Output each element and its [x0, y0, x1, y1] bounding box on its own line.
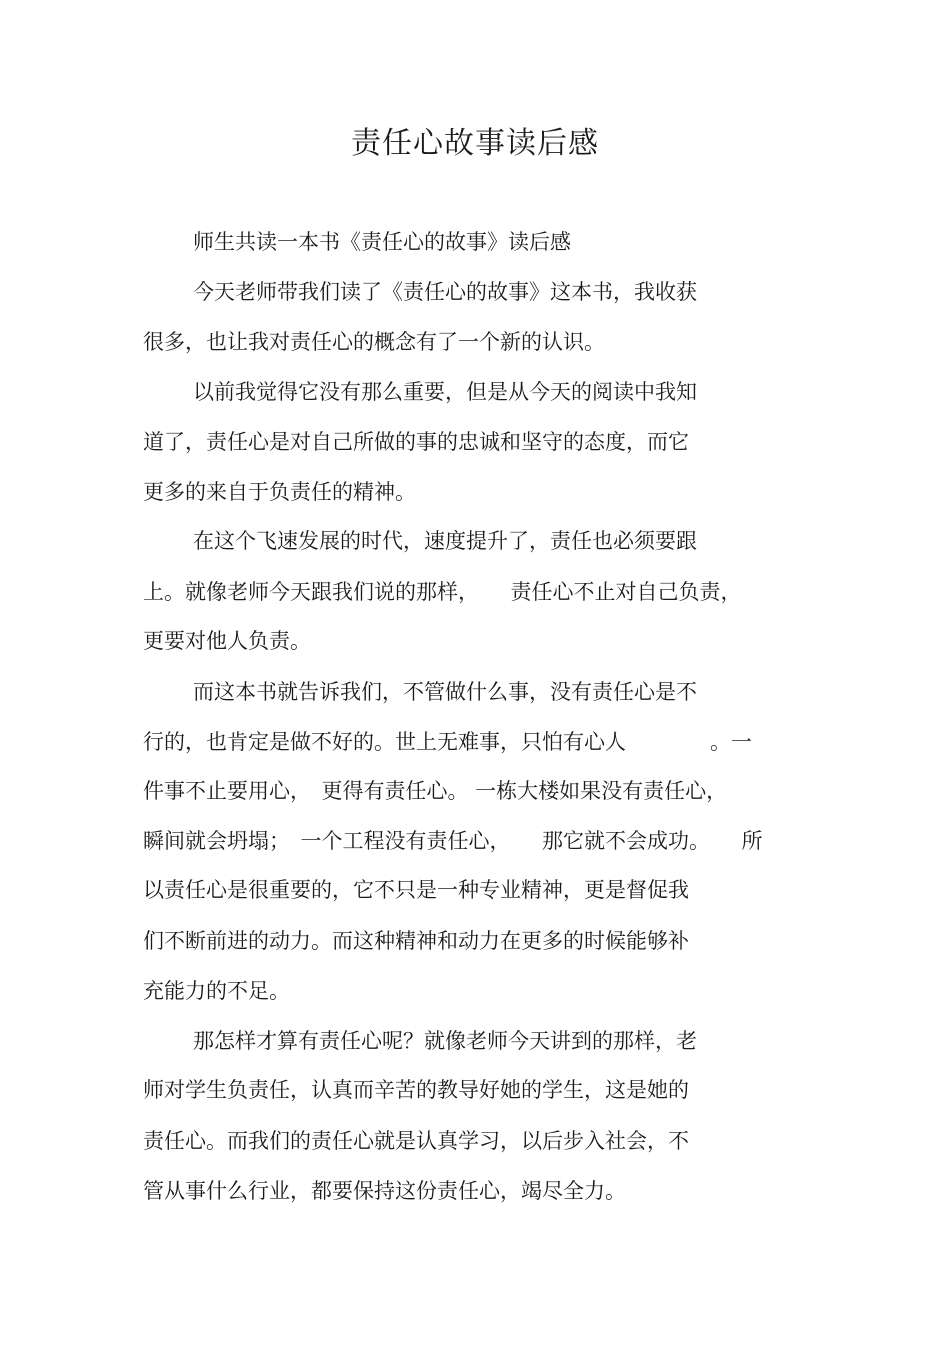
document-title: 责任心故事读后感 — [351, 126, 599, 161]
paragraph-line: 瞬间就会坍塌； 一个工程没有责任心， 那它就不会成功。 所 — [143, 829, 763, 853]
paragraph-line: 很多，也让我对责任心的概念有了一个新的认识。 — [143, 330, 605, 354]
paragraph-line: 以责任心是很重要的，它不只是一种专业精神，更是督促我 — [143, 878, 689, 902]
paragraph-line: 行的，也肯定是做不好的。世上无难事，只怕有心人 。一 — [143, 730, 752, 754]
subtitle-line: 师生共读一本书《责任心的故事》读后感 — [193, 230, 571, 254]
paragraph-line: 更要对他人负责。 — [143, 629, 311, 653]
paragraph-line: 师对学生负责任，认真而辛苦的教导好她的学生，这是她的 — [143, 1078, 689, 1102]
paragraph-line: 更多的来自于负责任的精神。 — [143, 480, 416, 504]
paragraph-line: 在这个飞速发展的时代，速度提升了，责任也必须要跟 — [193, 529, 697, 553]
paragraph-line: 以前我觉得它没有那么重要，但是从今天的阅读中我知 — [193, 380, 697, 404]
paragraph-line: 们不断前进的动力。而这种精神和动力在更多的时候能够补 — [143, 929, 689, 953]
paragraph-line: 那怎样才算有责任心呢？就像老师今天讲到的那样，老 — [193, 1029, 697, 1053]
paragraph-line: 道了，责任心是对自己所做的事的忠诚和坚守的态度，而它 — [143, 430, 689, 454]
paragraph-line: 责任心。而我们的责任心就是认真学习，以后步入社会，不 — [143, 1129, 689, 1153]
paragraph-line: 充能力的不足。 — [143, 979, 290, 1003]
paragraph-line: 管从事什么行业，都要保持这份责任心，竭尽全力。 — [143, 1179, 626, 1203]
paragraph-line: 今天老师带我们读了《责任心的故事》这本书，我收获 — [193, 280, 697, 304]
paragraph-line: 上。就像老师今天跟我们说的那样， 责任心不止对自己负责， — [143, 580, 742, 604]
paragraph-line: 而这本书就告诉我们，不管做什么事，没有责任心是不 — [193, 680, 697, 704]
paragraph-line: 件事不止要用心， 更得有责任心。 一栋大楼如果没有责任心， — [143, 779, 728, 803]
